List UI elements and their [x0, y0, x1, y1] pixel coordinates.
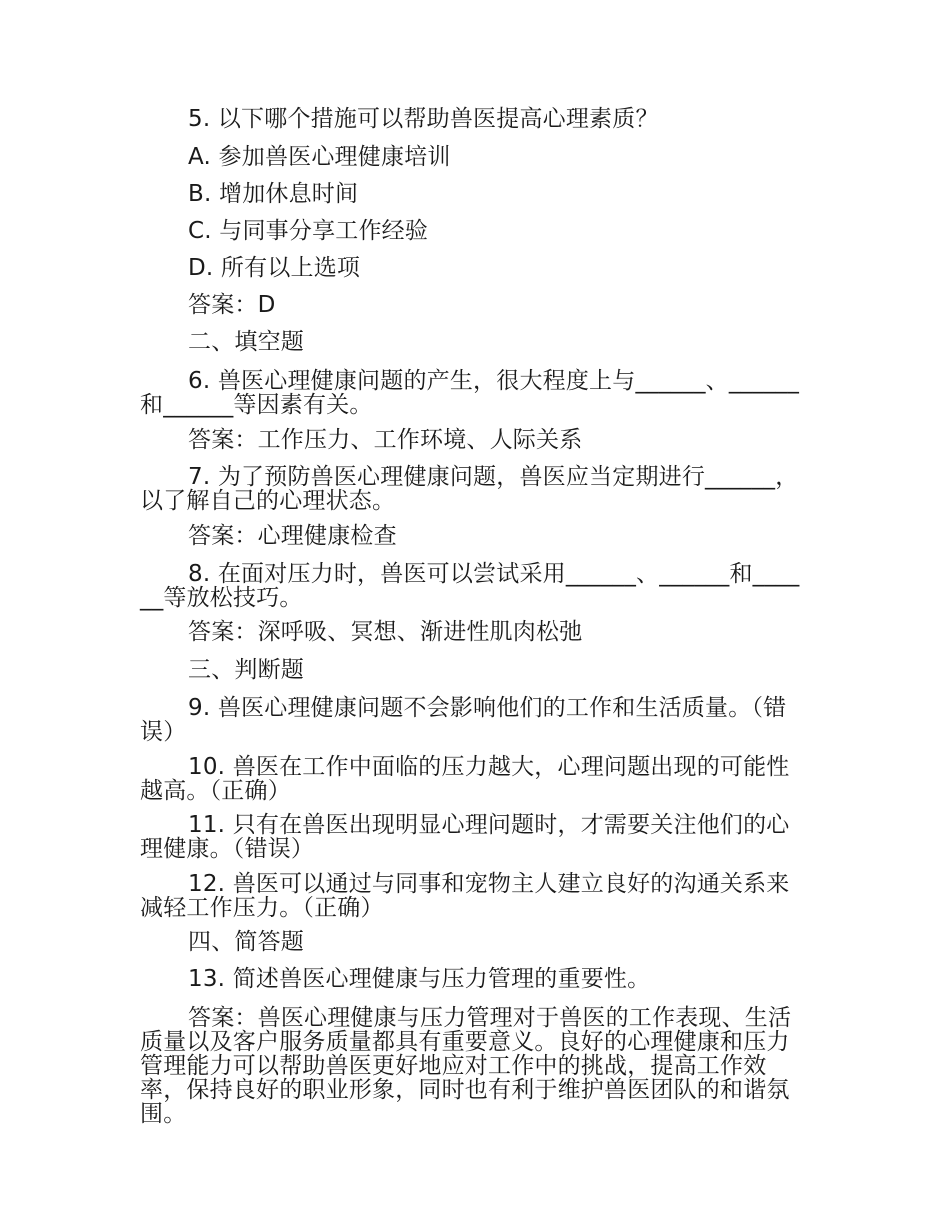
section-heading-fill-in: 二、填空题	[188, 329, 304, 355]
section-heading-short-answer: 四、简答题	[188, 929, 304, 955]
option-d: D. 所有以上选项	[188, 255, 361, 281]
answer-7: 答案：心理健康检查	[188, 523, 397, 549]
question-7: 7. 为了预防兽医心理健康问题，兽医应当定期进行______，以了解自己的心理状态。	[140, 464, 799, 514]
question-10: 10. 兽医在工作中面临的压力越大，心理问题出现的可能性越高。（正确）	[140, 754, 790, 804]
answer-13: 答案：兽医心理健康与压力管理对于兽医的工作表现、生活质量以及客户服务质量都具有重要意义。良好的心理健康和压力管理能力可以帮助兽医更好地应对工作中的挑战，提高工作效率，保持良好的职业形象，同时也有利于维护兽医团队的和谐氛围。	[140, 1005, 792, 1127]
answer-5: 答案：D	[188, 292, 276, 318]
question-12: 12. 兽医可以通过与同事和宠物主人建立良好的沟通关系来减轻工作压力。（正确）	[140, 871, 790, 921]
question-6: 6. 兽医心理健康问题的产生，很大程度上与______、______和______等因素有关。	[140, 368, 800, 418]
question-11: 11. 只有在兽医出现明显心理问题时，才需要关注他们的心理健康。（错误）	[140, 812, 790, 862]
question-8: 8. 在面对压力时，兽医可以尝试采用______、______和______等放松技巧。	[140, 561, 800, 611]
question-13: 13. 简述兽医心理健康与压力管理的重要性。	[188, 966, 651, 992]
answer-8: 答案：深呼吸、冥想、渐进性肌肉松弛	[188, 619, 583, 645]
answer-6: 答案：工作压力、工作环境、人际关系	[188, 427, 583, 453]
option-b: B. 增加休息时间	[188, 181, 359, 207]
section-heading-true-false: 三、判断题	[188, 657, 304, 683]
option-c: C. 与同事分享工作经验	[188, 218, 429, 244]
option-a: A. 参加兽医心理健康培训	[188, 144, 451, 170]
question-5: 5. 以下哪个措施可以帮助兽医提高心理素质？	[188, 106, 659, 132]
question-9: 9. 兽医心理健康问题不会影响他们的工作和生活质量。（错误）	[140, 695, 787, 745]
